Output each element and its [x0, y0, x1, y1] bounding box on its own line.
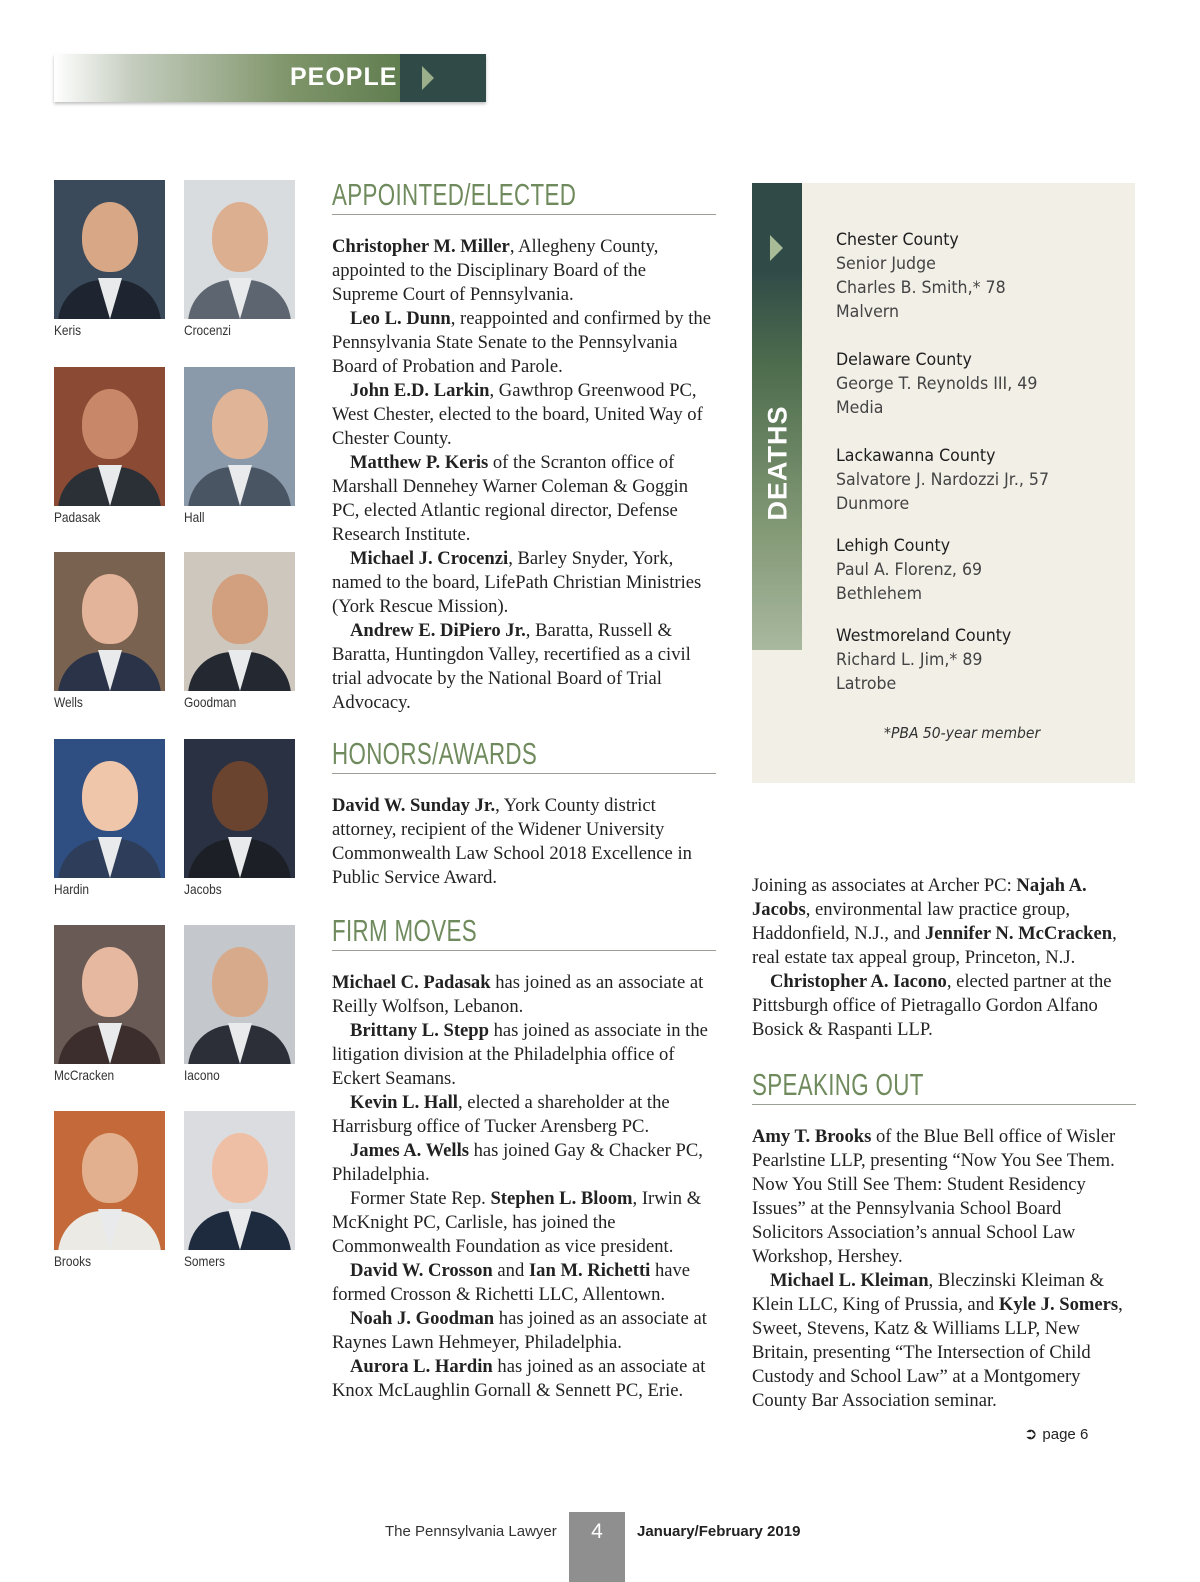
- entry-text: has joined as an associate at Reilly Wolfson, Lebanon.: [332, 972, 704, 1017]
- death-detail: Malvern: [836, 302, 900, 322]
- death-detail: Senior Judge: [836, 254, 936, 274]
- divider: [332, 773, 716, 774]
- entry-text: , real estate tax appeal group, Princeton, N.J.: [752, 923, 1117, 968]
- death-detail: Richard L. Jim,* 89: [836, 650, 983, 670]
- portrait-card: [184, 739, 295, 897]
- photo-caption: Hall: [184, 509, 205, 525]
- portrait-head: [212, 389, 268, 459]
- portrait-card: [54, 367, 165, 525]
- person-name: David W. Sunday Jr.: [332, 795, 496, 816]
- photo-caption: Padasak: [54, 509, 101, 525]
- deaths-box: [752, 183, 1135, 783]
- entry-paragraph: [332, 1259, 716, 1307]
- portrait-head: [82, 202, 138, 272]
- death-detail: Charles B. Smith,* 78: [836, 278, 1006, 298]
- entry-text: , reappointed and confirmed by the Pennsylvania State Senate to the Pennsylvania Board of Probation and Parole.: [332, 308, 711, 377]
- firm-moves-heading: FIRM MOVES: [332, 913, 477, 948]
- person-name: Ian M. Richetti: [528, 1260, 651, 1281]
- death-county: Lehigh County: [836, 536, 951, 556]
- entry-paragraph: [332, 1091, 716, 1139]
- death-detail: Dunmore: [836, 494, 910, 514]
- portrait-card: [54, 739, 165, 897]
- entry-paragraph: [332, 1187, 716, 1259]
- entry-paragraph: [332, 379, 716, 451]
- entry-text: , Irwin & McKnight PC, Carlisle, has joined the Commonwealth Foundation as vice president.: [332, 1188, 702, 1257]
- continued-link[interactable]: [1024, 1424, 1088, 1444]
- portrait-head: [82, 574, 138, 644]
- entry-text: , Bleczinski Kleiman & Klein LLC, King of Prussia, and: [752, 1270, 1105, 1315]
- section-label: PEOPLE: [290, 63, 398, 91]
- portrait-photo: [54, 1111, 165, 1250]
- entry-text: has joined as an associate at Raynes Lawn Hehmeyer, Philadelphia.: [332, 1308, 707, 1353]
- portrait-card: [54, 180, 165, 338]
- entry-text: , York County district attorney, recipient of the Widener University Commonwealth Law School 2018 Excellence in Public Service Award.: [332, 795, 692, 888]
- chevron-right-icon: [422, 66, 434, 90]
- photo-caption: Crocenzi: [184, 322, 231, 338]
- entry-text: Former State Rep.: [350, 1188, 491, 1209]
- photo-caption: Somers: [184, 1253, 225, 1269]
- portrait-photo: [184, 1111, 295, 1250]
- entry-paragraph: [332, 451, 716, 547]
- entry-paragraph: [332, 794, 716, 890]
- portrait-head: [212, 947, 268, 1017]
- portrait-photo: [54, 739, 165, 878]
- person-name: Christopher M. Miller: [332, 236, 510, 257]
- entry-paragraph: [752, 1125, 1136, 1269]
- honors-body: [332, 794, 716, 890]
- photo-caption: Wells: [54, 694, 83, 710]
- entry-text: has joined as an associate at Knox McLaughlin Gornall & Sennett PC, Erie.: [332, 1356, 706, 1401]
- death-detail: George T. Reynolds III, 49: [836, 374, 1038, 394]
- portrait-photo: [54, 367, 165, 506]
- person-name: Michael L. Kleiman: [770, 1270, 929, 1291]
- death-county: Lackawanna County: [836, 446, 996, 466]
- entry-paragraph: [332, 1139, 716, 1187]
- portrait-photo: [54, 925, 165, 1064]
- portrait-photo: [184, 925, 295, 1064]
- photo-caption: Brooks: [54, 1253, 92, 1269]
- arrow-right-icon: ➲: [1024, 1426, 1038, 1443]
- publication-name: The Pennsylvania Lawyer: [385, 1523, 557, 1540]
- entry-paragraph: [332, 235, 716, 307]
- portrait-card: [184, 180, 295, 338]
- portrait-head: [212, 1133, 268, 1203]
- portrait-head: [82, 761, 138, 831]
- portrait-card: [54, 552, 165, 710]
- photo-caption: Keris: [54, 322, 82, 338]
- right-column: [752, 874, 1136, 1413]
- entry-text: Joining as associates at Archer PC:: [752, 875, 1017, 896]
- entry-text: , Allegheny County, appointed to the Disciplinary Board of the Supreme Court of Pennsylvania.: [332, 236, 659, 305]
- speaking-heading: SPEAKING OUT: [752, 1067, 924, 1102]
- entry-paragraph: [752, 1269, 1136, 1413]
- entry-text: , Sweet, Stevens, Katz & Williams LLP, New Britain, presenting “The Intersection of Child Custody and School Law” at a Montgomery County Bar Association seminar.: [752, 1294, 1123, 1411]
- entry-paragraph: [332, 1019, 716, 1091]
- person-name: Michael J. Crocenzi: [350, 548, 509, 569]
- death-detail: Paul A. Florenz, 69: [836, 560, 983, 580]
- person-name: Kevin L. Hall: [350, 1092, 458, 1113]
- death-county: Chester County: [836, 230, 959, 250]
- portrait-photo: [54, 180, 165, 319]
- portrait-card: [184, 552, 295, 710]
- photo-caption: Iacono: [184, 1067, 220, 1083]
- entry-paragraph: [332, 971, 716, 1019]
- entry-text: has joined as associate in the litigation division at the Philadelphia office of Eckert Seamans.: [332, 1020, 708, 1089]
- firm-moves-continued: [752, 874, 1136, 1042]
- portrait-head: [82, 1133, 138, 1203]
- portrait-head: [82, 947, 138, 1017]
- appointed-heading: APPOINTED/ELECTED: [332, 177, 577, 212]
- person-name: James A. Wells: [350, 1140, 469, 1161]
- portrait-photo: [184, 739, 295, 878]
- person-name: David W. Crosson: [350, 1260, 493, 1281]
- photo-caption: Jacobs: [184, 881, 222, 897]
- deaths-footnote: *PBA 50-year member: [884, 724, 1041, 742]
- portrait-head: [212, 202, 268, 272]
- banner-end-block: [400, 54, 486, 102]
- middle-column: [332, 178, 716, 1403]
- portrait-head: [212, 574, 268, 644]
- person-name: Najah A. Jacobs: [752, 875, 1087, 920]
- photo-caption: Goodman: [184, 694, 237, 710]
- entry-text: and: [492, 1260, 529, 1281]
- appointed-body: [332, 235, 716, 715]
- person-name: Leo L. Dunn: [350, 308, 451, 329]
- section-banner: [54, 54, 486, 102]
- death-entry: [836, 624, 1011, 696]
- entry-text: , Gawthrop Greenwood PC, West Chester, elected to the board, United Way of Chester County.: [332, 380, 703, 449]
- entry-text: of the Scranton office of Marshall Dennehey Warner Coleman & Goggin PC, elected Atlantic regional director, Defense Research Institute.: [332, 452, 688, 545]
- death-county: Delaware County: [836, 350, 972, 370]
- entry-paragraph: [752, 874, 1136, 970]
- entry-text: , elected a shareholder at the Harrisburg office of Tucker Arensberg PC.: [332, 1092, 670, 1137]
- person-name: Aurora L. Hardin: [350, 1356, 493, 1377]
- divider: [332, 214, 716, 215]
- portrait-card: [54, 925, 165, 1083]
- portrait-card: [184, 367, 295, 525]
- entry-paragraph: [332, 1307, 716, 1355]
- photo-caption: McCracken: [54, 1067, 115, 1083]
- person-name: Amy T. Brooks: [752, 1126, 872, 1147]
- death-entry: [836, 534, 982, 606]
- entry-text: , environmental law practice group, Haddonfield, N.J., and: [752, 899, 1071, 944]
- honors-heading: HONORS/AWARDS: [332, 736, 538, 771]
- portrait-photo: [184, 552, 295, 691]
- entry-paragraph: [332, 307, 716, 379]
- divider: [332, 950, 716, 951]
- death-entry: [836, 228, 1006, 324]
- death-entry: [836, 348, 1037, 420]
- deaths-bar: [752, 183, 802, 650]
- continued-label: page 6: [1042, 1426, 1089, 1443]
- entry-paragraph: [332, 547, 716, 619]
- person-name: Andrew E. DiPiero Jr.: [350, 620, 526, 641]
- person-name: Brittany L. Stepp: [350, 1020, 489, 1041]
- page-number: 4: [569, 1512, 625, 1582]
- entry-paragraph: [752, 970, 1136, 1042]
- portrait-photo: [184, 367, 295, 506]
- person-name: Michael C. Padasak: [332, 972, 491, 993]
- portrait-photo: [54, 552, 165, 691]
- entry-text: has joined Gay & Chacker PC, Philadelphia.: [332, 1140, 703, 1185]
- portrait-head: [212, 761, 268, 831]
- person-name: Noah J. Goodman: [350, 1308, 495, 1329]
- chevron-right-icon: [770, 235, 783, 261]
- death-county: Westmoreland County: [836, 626, 1012, 646]
- entry-text: of the Blue Bell office of Wisler Pearlstine LLP, presenting “Now You See Them. Now You Still See Them: Student Residency Issues” at the Pennsylvania School Board Solicitors Association’s annual School Law Workshop, Hershey.: [752, 1126, 1116, 1267]
- death-detail: Latrobe: [836, 674, 897, 694]
- entry-paragraph: [332, 1355, 716, 1403]
- portrait-head: [82, 389, 138, 459]
- portrait-card: [184, 1111, 295, 1269]
- portrait-photo: [184, 180, 295, 319]
- speaking-body: [752, 1125, 1136, 1413]
- person-name: Jennifer N. McCracken: [925, 923, 1113, 944]
- death-entry: [836, 444, 1049, 516]
- person-name: Kyle J. Somers: [998, 1294, 1119, 1315]
- portrait-card: [54, 1111, 165, 1269]
- person-name: John E.D. Larkin: [350, 380, 490, 401]
- entry-text: , elected partner at the Pittsburgh office of Pietragallo Gordon Alfano Bosick & Raspanti LLP.: [752, 971, 1112, 1040]
- firm-moves-body: [332, 971, 716, 1403]
- person-name: Christopher A. Iacono: [770, 971, 947, 992]
- entry-text: have formed Crosson & Richetti LLC, Allentown.: [332, 1260, 691, 1305]
- death-detail: Media: [836, 398, 884, 418]
- photo-caption: Hardin: [54, 881, 90, 897]
- deaths-label: DEATHS: [762, 405, 793, 521]
- entry-paragraph: [332, 619, 716, 715]
- death-detail: Bethlehem: [836, 584, 923, 604]
- entry-text: , Barley Snyder, York, named to the board, LifePath Christian Ministries (York Rescue Mission).: [332, 548, 702, 617]
- person-name: Stephen L. Bloom: [490, 1188, 633, 1209]
- divider: [752, 1104, 1136, 1105]
- issue-date: January/February 2019: [637, 1523, 801, 1540]
- portrait-card: [184, 925, 295, 1083]
- death-detail: Salvatore J. Nardozzi Jr., 57: [836, 470, 1050, 490]
- entry-text: , Baratta, Russell & Baratta, Huntingdon Valley, recertified as a civil trial advocate by the National Board of Trial Advocacy.: [332, 620, 691, 713]
- person-name: Matthew P. Keris: [350, 452, 489, 473]
